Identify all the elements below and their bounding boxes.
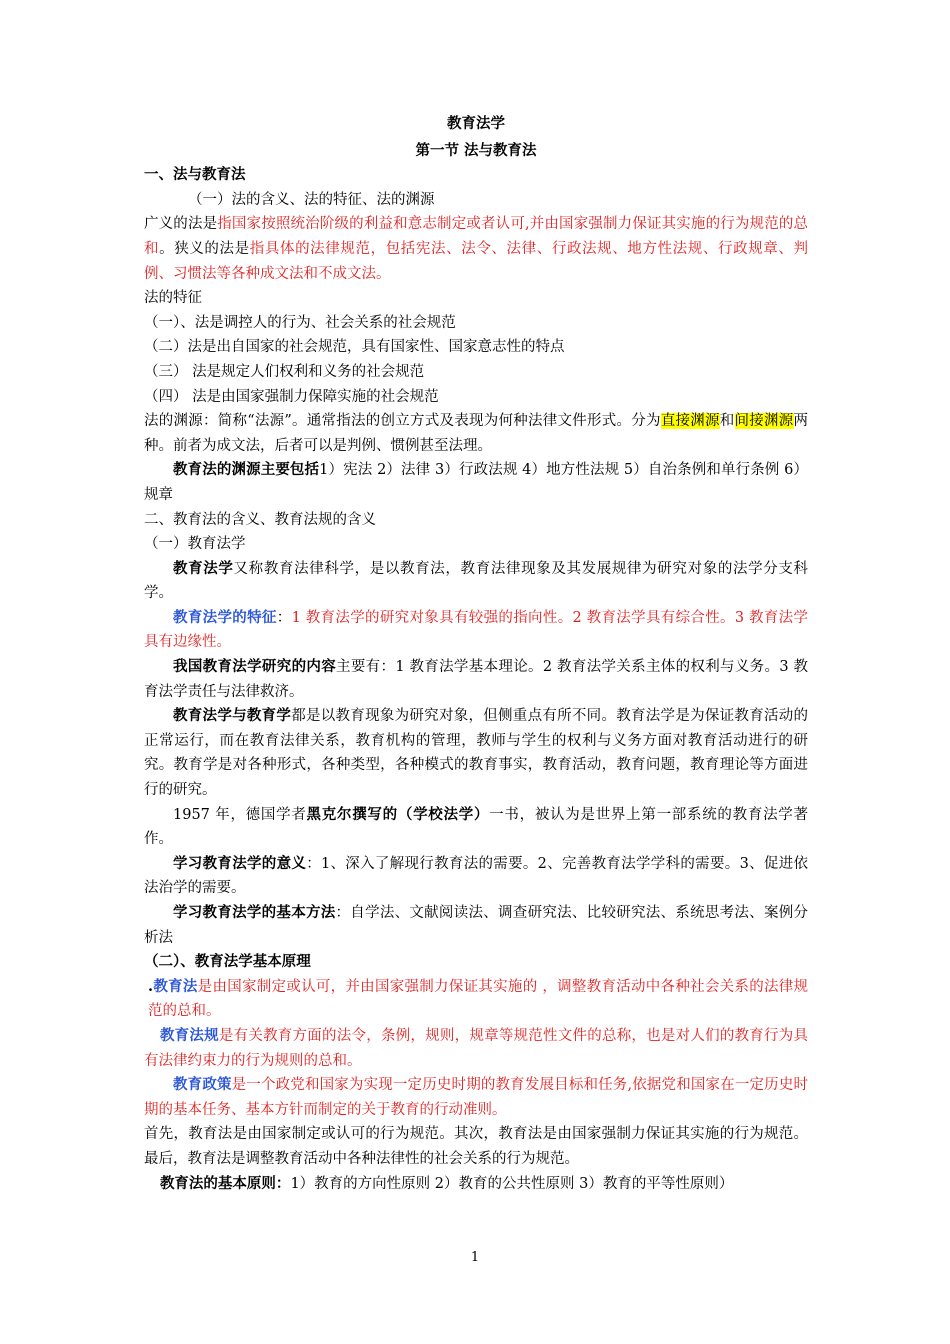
- principles-paragraph: 教育法的基本原则：1）教育的方向性原则 2）教育的公共性原则 3）教育的平等性原则）: [159, 1174, 734, 1192]
- section-title: 第一节 法与教育法: [415, 141, 537, 159]
- edu-policy-paragraph: 教育政策是一个政党和国家为实现一定历史时期的教育发展目标和任务,依据党和国家在一定历史时期的基本任务、基本方针而制定的关于教育的行动准则。: [144, 1076, 808, 1118]
- document-title: 教育法学: [447, 115, 505, 132]
- subheading-1: （一）法的含义、法的特征、法的渊源: [188, 191, 435, 208]
- edu-regulation-paragraph: 教育法规是有关教育方面的法令，条例，规则，规章等规范性文件的总称，也是对人们的教育行为具有法律约束力的行为规则的总和。: [144, 1026, 808, 1069]
- feature-item: （三） 法是规定人们权利和义务的社会规范: [144, 363, 425, 380]
- edu-law-features-paragraph: 教育法学的特征：1 教育法学的研究对象具有较强的指向性。2 教育法学具有综合性。3 教育法学具有边缘性。: [144, 608, 808, 651]
- feature-item: （四） 法是由国家强制力保障实施的社会规范: [144, 388, 439, 405]
- summary-paragraph: 首先，教育法是由国家制定或认可的行为规范。其次，教育法是由国家强制力保证其实施的行为规范。最后，教育法是调整教育活动中各种法律性的社会关系的行为规范。: [144, 1126, 808, 1167]
- edu-law-sources-paragraph: 教育法的渊源主要包括1）宪法 2）法律 3）行政法规 4）地方性法规 5）自治条例和单行条例 6）规章: [144, 461, 808, 503]
- edu-law-paragraph: .教育法是由国家制定或认可，并由国家强制力保证其实施的 ，调整教育活动中各种社会关系的法律规范的总和。: [148, 977, 809, 1020]
- narrow-law-definition: 指具体的法律规范，包括宪法、法令、法律、行政法规、地方性法规、行政规章、判例、习惯法等各种成文法和不成文法。: [144, 240, 809, 282]
- heading-2: 二、教育法的含义、教育法规的含义: [144, 511, 376, 528]
- document-page: [144, 112, 808, 1196]
- feature-item: （二）法是出自国家的社会规范，具有国家性、国家意志性的特点: [144, 339, 565, 356]
- law-source-paragraph: 法的渊源：简称“法源”。通常指法的创立方式及表现为何种法律文件形式。分为直接渊源和间接渊源两种。前者为成文法，后者可以是判例、惯例甚至法理。: [144, 413, 809, 454]
- broad-law-definition: 指国家按照统治阶级的利益和意志制定或者认可,并由国家强制力保证其实施的行为规范的总和: [144, 216, 808, 257]
- comparison-paragraph: 教育法学与教育学都是以教育现象为研究对象，但侧重点有所不同。教育法学是为保证教育活动的正常运行，而在教育法律关系，教育机构的管理，教师与学生的权利与义务方面对教育活动进行的研究。教育学是对各种形式，各种类型，各种模式的教育事实，教育活动，教育问题，教育理论等方面进行的研究。: [144, 707, 809, 799]
- law-definition-paragraph: 广义的法是指国家按照统治阶级的利益和意志制定或者认可,并由国家强制力保证其实施的行为规范的总和。狭义的法是指具体的法律规范，包括宪法、法令、法律、行政法规、地方性法规、行政规章、判例、习惯法等各种成文法和不成文法。: [144, 216, 809, 282]
- feature-item: （一）、法是调控人的行为、社会关系的社会规范: [144, 314, 456, 331]
- methods-paragraph: 学习教育法学的基本方法：自学法、文献阅读法、调查研究法、比较研究法、系统思考法、案例分析法: [144, 904, 809, 946]
- highlight-indirect-source: 间接渊源: [734, 413, 794, 430]
- history-paragraph: 1957 年，德国学者黑克尔撰写的（学校法学）一书，被认为是世界上第一部系统的教育法学著作。: [144, 805, 809, 848]
- highlight-direct-source: 直接渊源: [660, 413, 720, 430]
- heading-1: 一、法与教育法: [144, 166, 246, 184]
- research-content-paragraph: 我国教育法学研究的内容主要有：1 教育法学基本理论。2 教育法学关系主体的权利与义务。3 教育法学责任与法律救济。: [144, 658, 808, 700]
- meaning-paragraph: 学习教育法学的意义：1、深入了解现行教育法的需要。2、完善教育法学学科的需要。3、促进依法治学的需要。: [144, 854, 808, 897]
- subheading-3: （二）、教育法学基本原理: [144, 953, 311, 971]
- edu-law-definition-paragraph: 教育法学又称教育法律科学，是以教育法，教育法律现象及其发展规律为研究对象的法学分支科学。: [144, 559, 809, 602]
- subheading-2: （一）教育法学: [144, 536, 246, 553]
- features-title: 法的特征: [144, 290, 202, 307]
- page-number: 1: [470, 1250, 480, 1265]
